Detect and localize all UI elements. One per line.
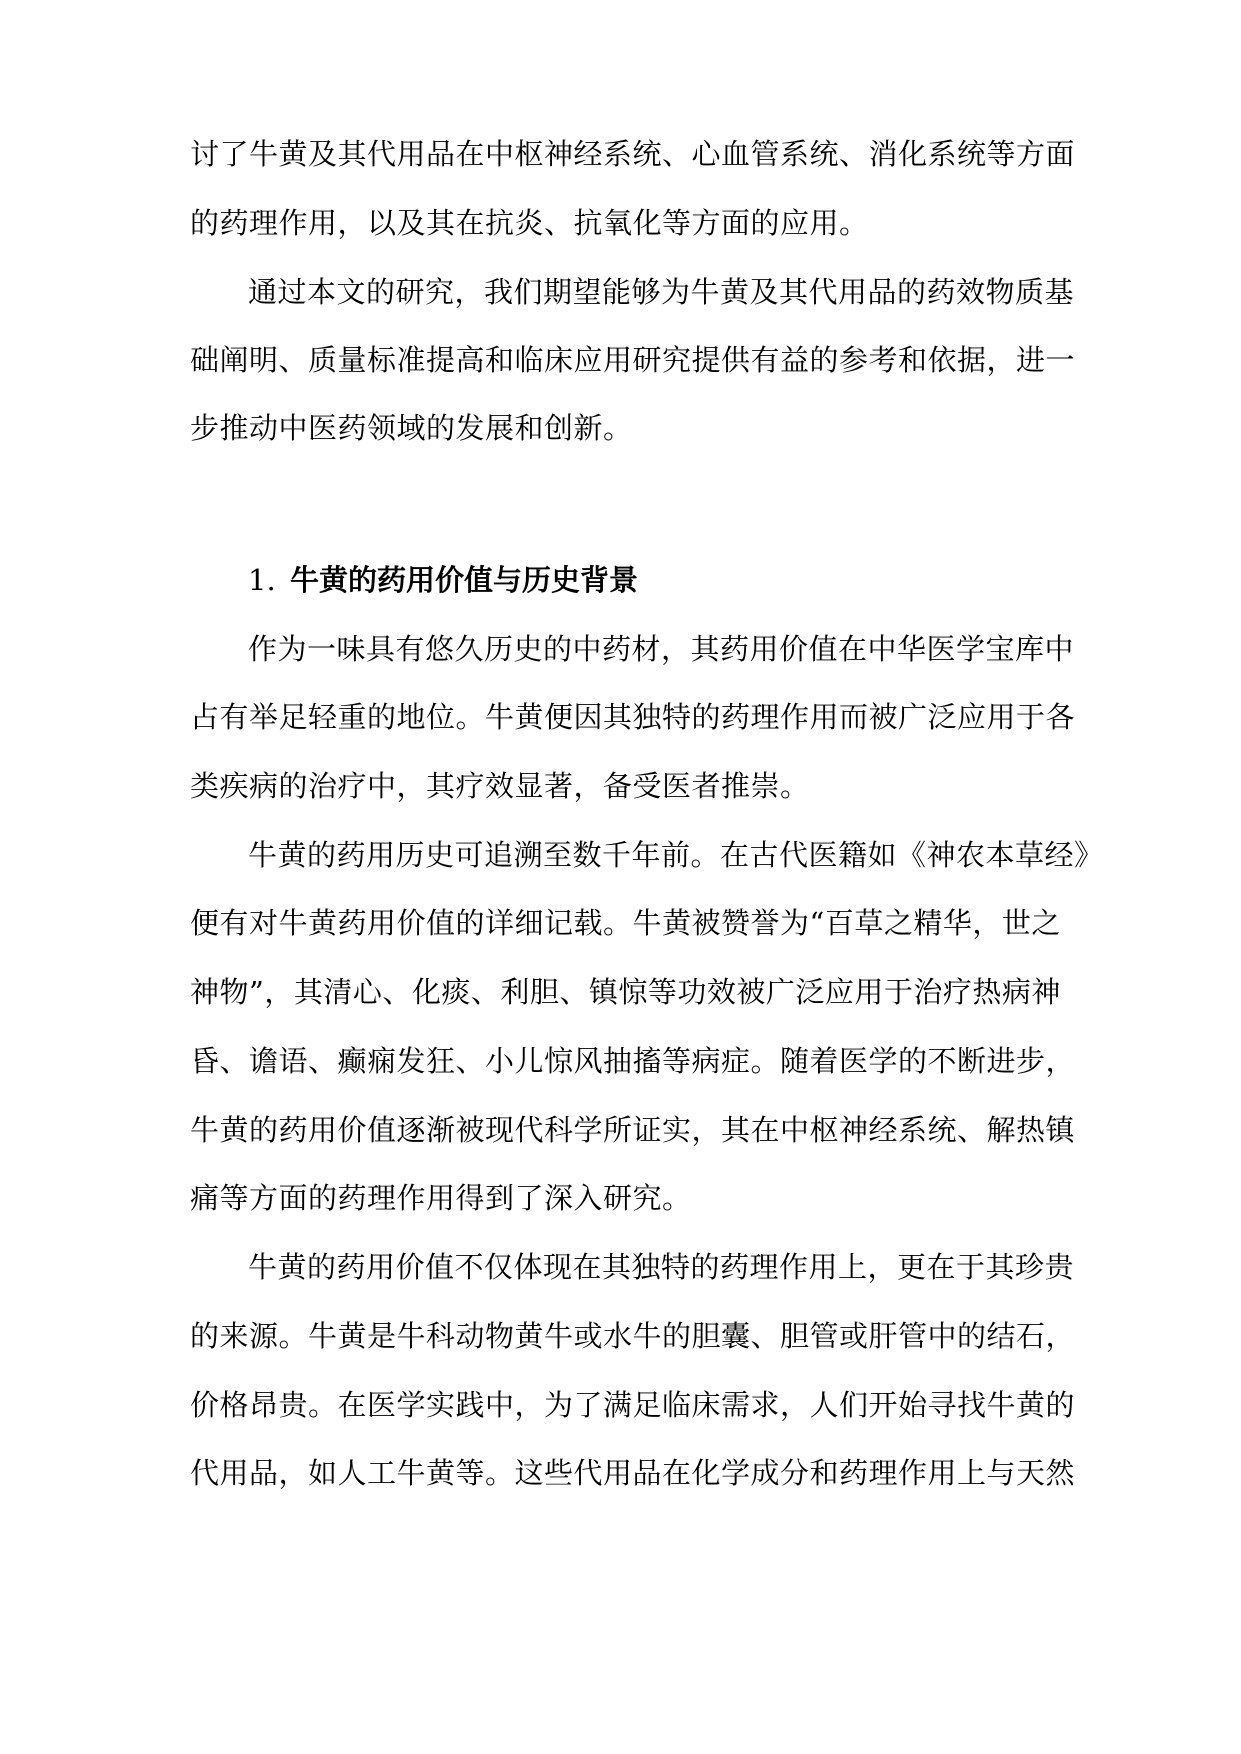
paragraph-line: 的药理作用，以及其在抗炎、抗氧化等方面的应用。 [190, 206, 869, 240]
section-title: 牛黄的药用价值与历史背景 [290, 563, 639, 597]
paragraph-line: 牛黄的药用价值不仅体现在其独特的药理作用上，更在于其珍贵 [248, 1250, 1075, 1284]
paragraph-line: 痛等方面的药理作用得到了深入研究。 [190, 1181, 692, 1215]
paragraph-line: 的来源。牛黄是牛科动物黄牛或水牛的胆囊、胆管或肝管中的结石， [190, 1319, 1076, 1353]
paragraph-line: 昏、谵语、癫痫发狂、小儿惊风抽搐等病症。随着医学的不断进步， [190, 1044, 1076, 1078]
paragraph-line: 代用品，如人工牛黄等。这些代用品在化学成分和药理作用上与天然 [190, 1456, 1076, 1490]
paragraph-line: 占有举足轻重的地位。牛黄便因其独特的药理作用而被广泛应用于各 [190, 700, 1076, 734]
paragraph-line: 通过本文的研究，我们期望能够为牛黄及其代用品的药效物质基 [248, 275, 1075, 309]
section-heading [248, 560, 638, 600]
paragraph-line: 讨了牛黄及其代用品在中枢神经系统、心血管系统、消化系统等方面 [190, 137, 1076, 171]
paragraph-line: 作为一味具有悠久历史的中药材，其药用价值在中华医学宝库中 [248, 632, 1075, 666]
paragraph-line: 步推动中医药领域的发展和创新。 [190, 411, 633, 445]
paragraph-line: 价格昂贵。在医学实践中，为了满足临床需求，人们开始寻找牛黄的 [190, 1388, 1076, 1422]
paragraph-line: 牛黄的药用价值逐渐被现代科学所证实，其在中枢神经系统、解热镇 [190, 1113, 1076, 1147]
paragraph-line: 神物”，其清心、化痰、利胆、镇惊等功效被广泛应用于治疗热病神 [190, 975, 1061, 1009]
paragraph-line: 类疾病的治疗中，其疗效显著，备受医者推崇。 [190, 769, 810, 803]
section-number: 1. [248, 563, 276, 597]
paragraph-line: 牛黄的药用历史可追溯至数千年前。在古代医籍如《神农本草经》 [248, 838, 1104, 872]
paragraph-line: 础阐明、质量标准提高和临床应用研究提供有益的参考和依据，进一 [190, 343, 1076, 377]
paragraph-line: 便有对牛黄药用价值的详细记载。牛黄被赞誉为“百草之精华，世之 [190, 906, 1061, 940]
